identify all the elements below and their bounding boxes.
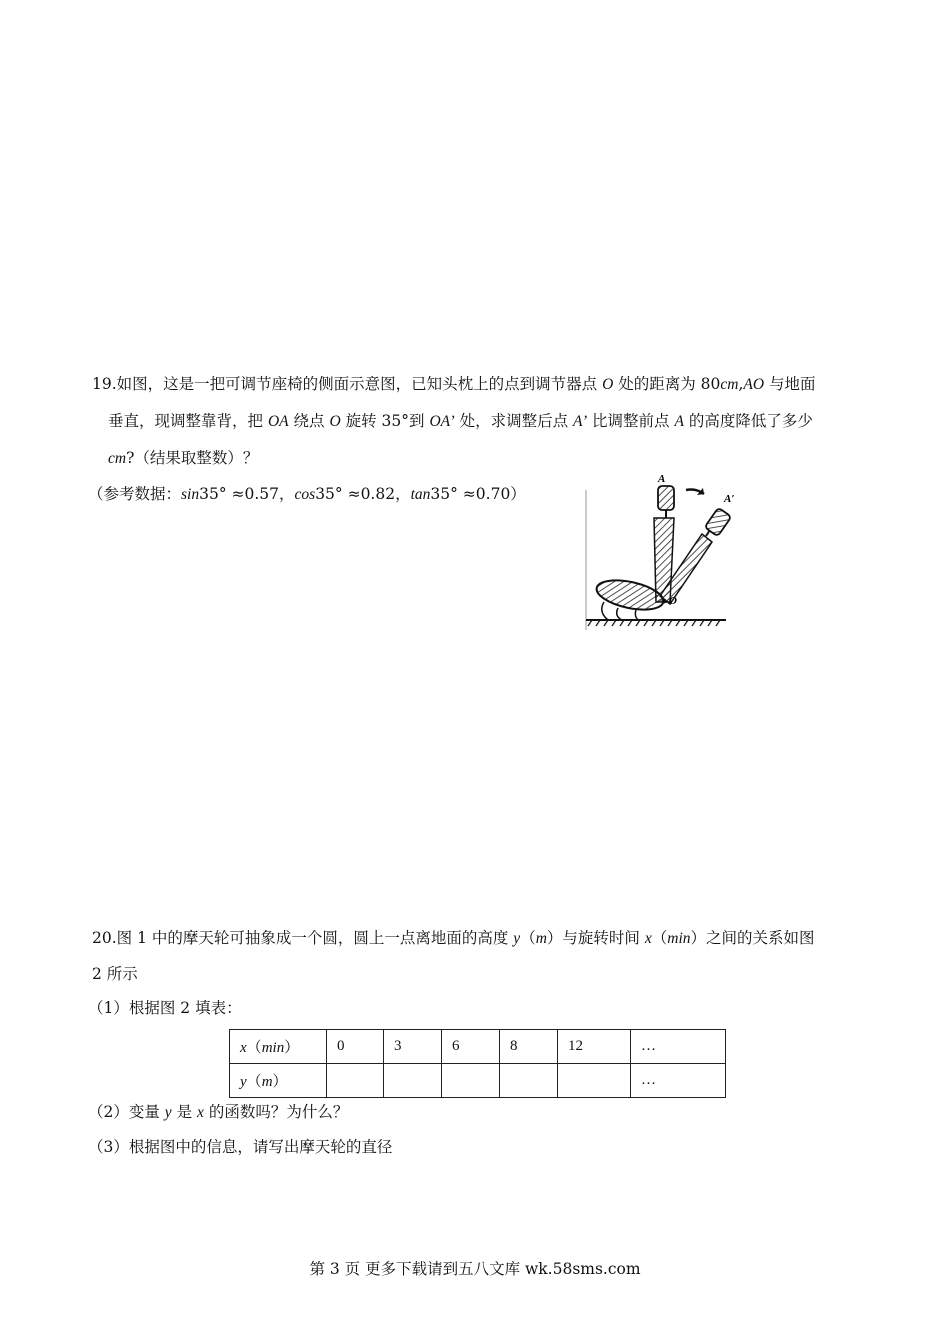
q20-part-3: （3）根据图中的信息，请写出摩天轮的直径 [88, 1138, 393, 1156]
label-A-prime: A′ [724, 493, 735, 505]
table-cell: 12 [558, 1030, 631, 1064]
table-row-y [230, 1064, 726, 1098]
blank-cell[interactable] [500, 1064, 558, 1098]
page-footer: 第 3 页 更多下载请到五八文库 wk.58sms.com [309, 1260, 641, 1278]
seat-diagram [578, 470, 738, 640]
q19-line-2: 垂直，现调整靠背，把 OA 绕点 O 旋转 35°到 OA’ 处，求调整后点 A’ 比调整前点 A 的高度降低了多少 [108, 412, 813, 430]
label-O: O [669, 595, 677, 607]
q20-part-2: （2）变量 y 是 x 的函数吗？为什么？ [88, 1103, 349, 1121]
q19-line-1: 19.如图，这是一把可调节座椅的侧面示意图，已知头枕上的点到调节器点 O 处的距离为 80cm,AO 与地面 [92, 375, 816, 393]
row-header-y: y（m） [230, 1064, 327, 1098]
table-cell: … [631, 1030, 726, 1064]
q20-line-2: 2 所示 [92, 965, 138, 983]
blank-cell[interactable] [327, 1064, 384, 1098]
q19-line-3: cm?（结果取整数）？ [108, 449, 259, 467]
label-A: A [658, 473, 666, 485]
pivot-point [662, 599, 667, 604]
row-header-x: x（min） [230, 1030, 327, 1064]
table-cell: 6 [442, 1030, 500, 1064]
table-cell: 3 [384, 1030, 442, 1064]
fill-in-table [229, 1029, 726, 1098]
table-cell: … [631, 1064, 726, 1098]
q20-line-1: 20.图 1 中的摩天轮可抽象成一个圆，圆上一点离地面的高度 y（m）与旋转时间 x（min）之间的关系如图 [92, 929, 815, 947]
table-row-x [230, 1030, 726, 1064]
blank-cell[interactable] [558, 1064, 631, 1098]
table-cell: 8 [500, 1030, 558, 1064]
q20-part-1: （1）根据图 2 填表： [88, 999, 242, 1017]
blank-cell[interactable] [384, 1064, 442, 1098]
blank-cell[interactable] [442, 1064, 500, 1098]
q19-reference-data: （参考数据：sin35° ≈0.57，cos35° ≈0.82，tan35° ≈0.70） [88, 485, 526, 503]
ground [586, 620, 726, 626]
table-cell: 0 [327, 1030, 384, 1064]
rotation-arrow [686, 488, 704, 495]
